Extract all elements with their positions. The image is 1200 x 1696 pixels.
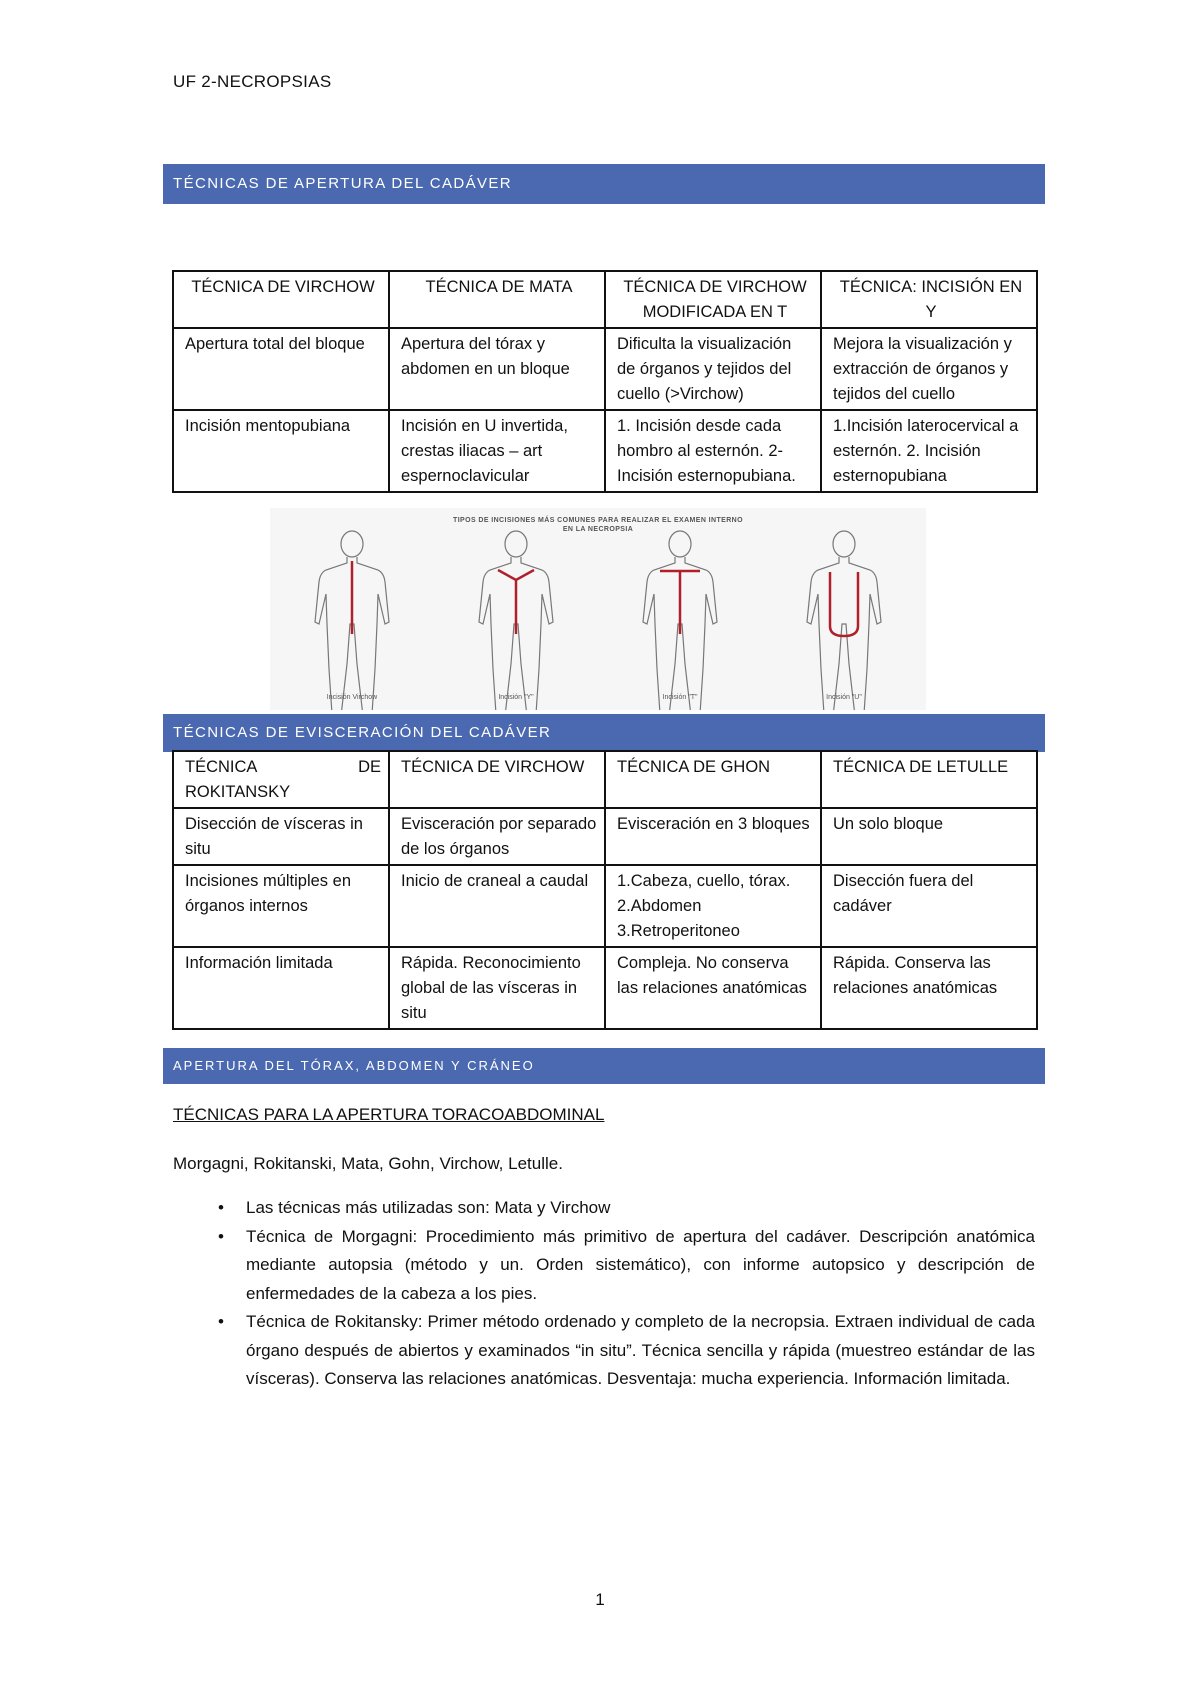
bullet-list (173, 1194, 1035, 1394)
intro-paragraph: Morgagni, Rokitanski, Mata, Gohn, Virchow, Letulle. (173, 1154, 563, 1173)
table-cell: Incisión mentopubiana (173, 410, 389, 492)
table-header-cell: TÉCNICA DE VIRCHOW (173, 271, 389, 328)
table-row (173, 328, 1037, 410)
table-cell: Incisión en U invertida, crestas iliacas – art espernoclavicular (389, 410, 605, 492)
table-evisceracion (172, 750, 1038, 1030)
figure-title-line: EN LA NECROPSIA (562, 526, 634, 533)
table-cell: 1. Incisión desde cada hombro al esternón. 2- Incisión esternopubiana. (605, 410, 821, 492)
table-cell: Incisiones múltiples en órganos internos (173, 865, 389, 947)
table-header-cell: TÉCNICA DE ROKITANSKY (173, 751, 389, 808)
table-apertura (172, 270, 1038, 493)
figure-title-line: TIPOS DE INCISIONES MÁS COMUNES PARA REALIZAR EL EXAMEN INTERNO (453, 517, 743, 524)
figure-t (643, 531, 717, 710)
figure-caption: Incisión Virchow (326, 694, 378, 701)
table-cell: Un solo bloque (821, 808, 1037, 865)
table-header-cell: TÉCNICA DE VIRCHOW MODIFICADA EN T (605, 271, 821, 328)
table-row (173, 410, 1037, 492)
table-row (173, 865, 1037, 947)
table-header-cell: TÉCNICA DE MATA (389, 271, 605, 328)
subheading: TÉCNICAS PARA LA APERTURA TORACOABDOMINAL (173, 1105, 605, 1124)
list-item (173, 1223, 1035, 1309)
page-header: UF 2-NECROPSIAS (173, 72, 332, 91)
table-cell: 1.Incisión laterocervical a esternón. 2. Incisión esternopubiana (821, 410, 1037, 492)
table-cell: Rápida. Reconocimiento global de las vísceras in situ (389, 947, 605, 1029)
table-row (173, 947, 1037, 1029)
list-item-text: Técnica de Morgagni: Procedimiento más primitivo de apertura del cadáver. Descripción anatómica mediante autopsia (método y un. Orden sistemático), con informe autopsico y descripción de enfermedades de la cabeza a los pies. (246, 1226, 1035, 1303)
table-cell: Rápida. Conserva las relaciones anatómicas (821, 947, 1037, 1029)
table-cell: 1.Cabeza, cuello, tórax. 2.Abdomen 3.Retroperitoneo (605, 865, 821, 947)
bullet-icon: • (218, 1198, 224, 1217)
bullet-icon: • (218, 1226, 224, 1246)
figure-caption: Incisión "T" (662, 694, 698, 701)
table-cell: Evisceración por separado de los órganos (389, 808, 605, 865)
table-cell: Apertura total del bloque (173, 328, 389, 410)
incision-line (660, 571, 700, 634)
table-cell: Mejora la visualización y extracción de órganos y tejidos del cuello (821, 328, 1037, 410)
figure-caption: Incisión "U" (826, 694, 862, 701)
table-header-cell: TÉCNICA: INCISIÓN EN Y (821, 271, 1037, 328)
list-item-text: Las técnicas más utilizadas son: Mata y Virchow (246, 1198, 611, 1217)
table-cell: Disección fuera del cadáver (821, 865, 1037, 947)
table-cell: Evisceración en 3 bloques (605, 808, 821, 865)
table-cell: Inicio de craneal a caudal (389, 865, 605, 947)
table-cell: Disección de vísceras in situ (173, 808, 389, 865)
figure-caption: Incisión "Y" (498, 694, 534, 701)
section-band-apertura: TÉCNICAS DE APERTURA DEL CADÁVER (163, 164, 1045, 204)
section-band-torax: APERTURA DEL TÓRAX, ABDOMEN Y CRÁNEO (163, 1048, 1045, 1084)
table-header-row (173, 751, 1037, 808)
list-item (173, 1308, 1035, 1394)
incision-types-figure (270, 508, 926, 710)
incision-line (498, 570, 534, 634)
table-header-cell: TÉCNICA DE GHON (605, 751, 821, 808)
table-header-cell: TÉCNICA DE VIRCHOW (389, 751, 605, 808)
table-row (173, 808, 1037, 865)
figure-u (807, 531, 881, 710)
list-item (173, 1194, 1035, 1223)
table-header-cell: TÉCNICA DE LETULLE (821, 751, 1037, 808)
body-silhouettes (270, 508, 926, 710)
figure-virchow (315, 531, 389, 710)
bullet-icon: • (218, 1312, 224, 1331)
figure-y (479, 531, 553, 710)
table-cell: Información limitada (173, 947, 389, 1029)
incision-line (830, 572, 858, 636)
table-cell: Apertura del tórax y abdomen en un bloque (389, 328, 605, 410)
list-item-text: Técnica de Rokitansky: Primer método ordenado y completo de la necropsia. Extraen individual de cada órgano después de abiertos y examinados “in situ”. Técnica sencilla y rápida (muestreo estándar de las vísceras). Conserva las relaciones anatómicas. Desventaja: mucha experiencia. Información limitada. (246, 1312, 1035, 1388)
section-band-evisceracion: TÉCNICAS DE EVISCERACIÓN DEL CADÁVER (163, 714, 1045, 752)
page-number: 1 (595, 1590, 605, 1609)
table-header-row (173, 271, 1037, 328)
table-cell: Dificulta la visualización de órganos y tejidos del cuello (>Virchow) (605, 328, 821, 410)
table-cell: Compleja. No conserva las relaciones anatómicas (605, 947, 821, 1029)
